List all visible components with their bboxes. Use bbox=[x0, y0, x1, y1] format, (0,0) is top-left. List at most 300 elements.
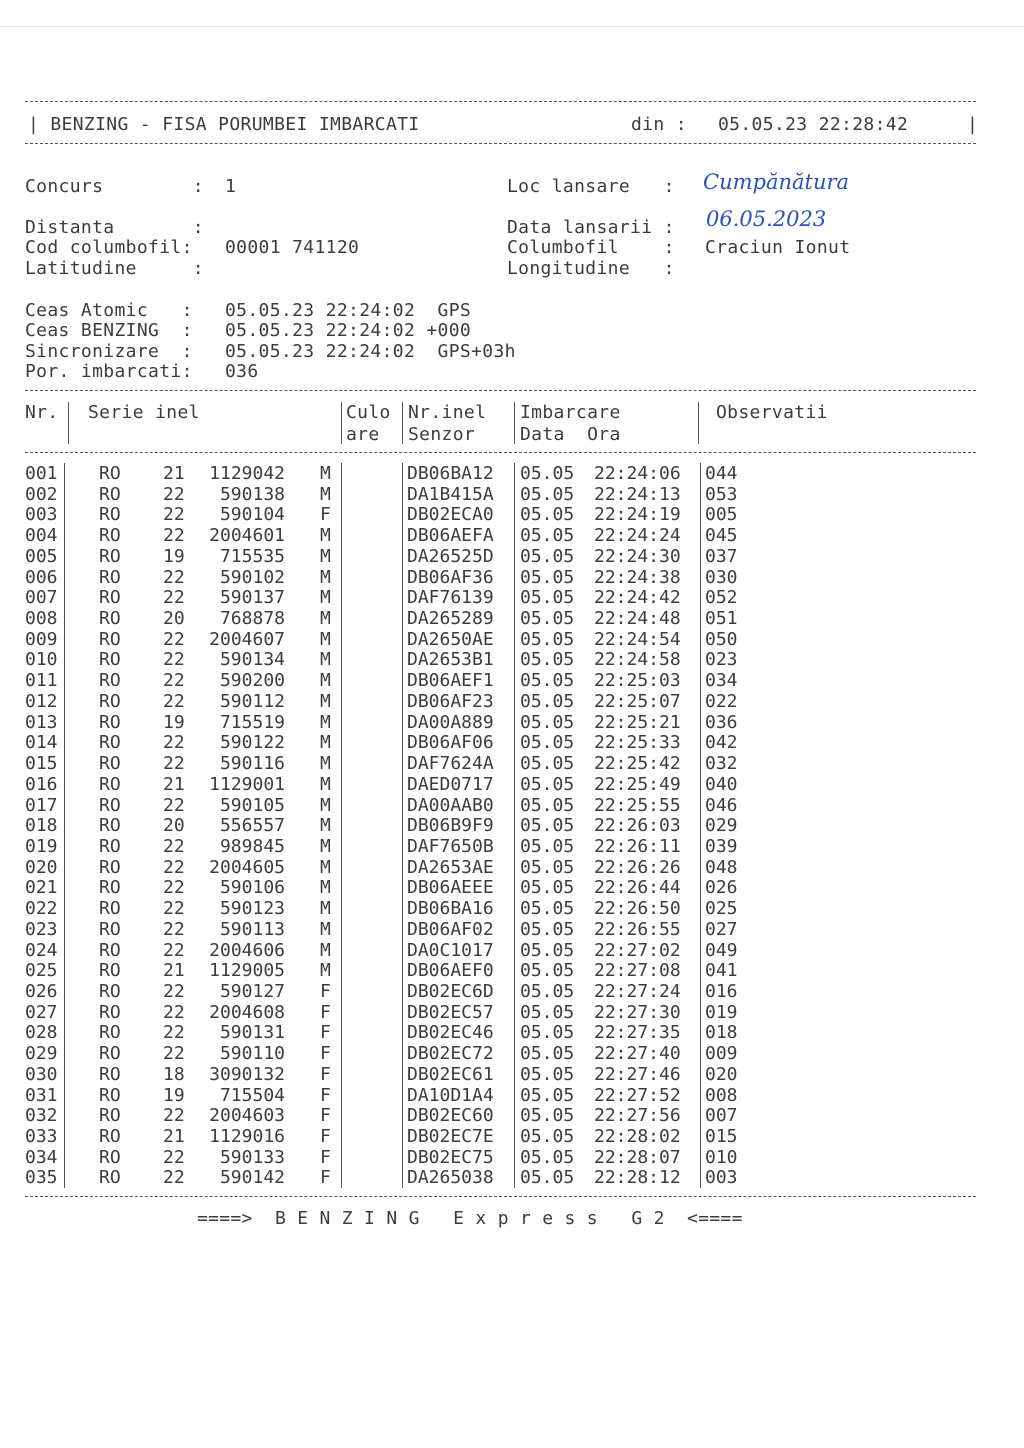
cell-ring-year: 19 bbox=[163, 711, 185, 733]
cell-embark-time: 22:27:40 bbox=[594, 1043, 681, 1065]
header-end-bar: | bbox=[967, 114, 979, 135]
cell-embark-time: 22:24:19 bbox=[594, 504, 681, 526]
cell-row-number: 019 bbox=[25, 835, 58, 857]
table-row bbox=[0, 609, 1024, 630]
cell-ring-country: RO bbox=[99, 463, 121, 484]
column-separator bbox=[341, 463, 342, 1188]
cell-ring-country: RO bbox=[99, 711, 121, 733]
cell-embark-time: 22:27:30 bbox=[594, 1001, 681, 1023]
cell-ring-number: 590106 bbox=[219, 877, 285, 899]
cell-embark-date: 05.05 bbox=[520, 483, 575, 505]
cell-ring-country: RO bbox=[99, 1084, 121, 1106]
cell-ring-number: 556557 bbox=[219, 815, 285, 837]
cell-ring-year: 22 bbox=[163, 835, 185, 857]
cell-sex: M bbox=[320, 773, 331, 795]
cell-ring-number: 590137 bbox=[219, 587, 285, 609]
cell-observation: 048 bbox=[705, 856, 738, 878]
cell-embark-date: 05.05 bbox=[520, 1043, 575, 1065]
cell-ring-number: 989845 bbox=[219, 835, 285, 857]
cell-embark-time: 22:27:56 bbox=[594, 1105, 681, 1127]
cell-observation: 041 bbox=[705, 960, 738, 982]
header-bottom-rule bbox=[25, 143, 976, 144]
cell-sensor-ring-id: DA265289 bbox=[407, 608, 494, 630]
cell-sex: F bbox=[320, 504, 331, 526]
cell-ring-country: RO bbox=[99, 1001, 121, 1023]
cell-row-number: 025 bbox=[25, 960, 58, 982]
cell-ring-number: 715535 bbox=[219, 545, 285, 567]
cell-embark-date: 05.05 bbox=[520, 504, 575, 526]
cell-row-number: 028 bbox=[25, 1022, 58, 1044]
cell-ring-year: 22 bbox=[163, 1001, 185, 1023]
cell-observation: 034 bbox=[705, 670, 738, 692]
cell-observation: 049 bbox=[705, 939, 738, 961]
sincronizare-label: Sincronizare : bbox=[25, 341, 193, 362]
cell-embark-time: 22:24:13 bbox=[594, 483, 681, 505]
col-header-serie-inel: Serie inel bbox=[88, 402, 200, 423]
cell-row-number: 016 bbox=[25, 773, 58, 795]
cell-ring-number: 2004606 bbox=[209, 939, 285, 961]
cell-embark-date: 05.05 bbox=[520, 1146, 575, 1168]
table-row bbox=[0, 941, 1024, 962]
cell-observation: 020 bbox=[705, 1063, 738, 1085]
print-date-value: 05.05.23 22:28:42 bbox=[718, 114, 909, 135]
cell-sensor-ring-id: DB06AEF1 bbox=[407, 670, 494, 692]
cell-embark-time: 22:24:48 bbox=[594, 608, 681, 630]
cell-ring-country: RO bbox=[99, 981, 121, 1002]
cell-sex: M bbox=[320, 815, 331, 837]
cell-observation: 010 bbox=[705, 1146, 738, 1168]
cell-sex: M bbox=[320, 835, 331, 857]
cell-sex: M bbox=[320, 587, 331, 609]
cell-ring-year: 21 bbox=[163, 773, 185, 795]
cell-observation: 042 bbox=[705, 732, 738, 754]
cell-sensor-ring-id: DB06AEF0 bbox=[407, 960, 494, 982]
report-title: | BENZING - FISA PORUMBEI IMBARCATI bbox=[28, 114, 420, 135]
cell-sex: F bbox=[320, 1043, 331, 1065]
table-row bbox=[0, 878, 1024, 899]
cell-ring-number: 590127 bbox=[219, 981, 285, 1002]
cell-sex: F bbox=[320, 981, 331, 1002]
data-lansarii-label: Data lansarii : bbox=[507, 217, 675, 238]
cell-sensor-ring-id: DB06AF36 bbox=[407, 566, 494, 588]
por-imbarcati-value: 036 bbox=[225, 361, 259, 382]
concurs-value: 1 bbox=[225, 176, 237, 197]
cell-ring-number: 2004601 bbox=[209, 525, 285, 547]
cell-embark-time: 22:25:03 bbox=[594, 670, 681, 692]
cell-ring-year: 22 bbox=[163, 1167, 185, 1189]
cell-embark-date: 05.05 bbox=[520, 670, 575, 692]
cell-ring-country: RO bbox=[99, 773, 121, 795]
cell-ring-number: 590133 bbox=[219, 1146, 285, 1168]
cell-sensor-ring-id: DB02EC61 bbox=[407, 1063, 494, 1085]
cell-embark-date: 05.05 bbox=[520, 877, 575, 899]
cell-observation: 025 bbox=[705, 898, 738, 920]
table-row bbox=[0, 1065, 1024, 1086]
cell-embark-time: 22:28:02 bbox=[594, 1126, 681, 1148]
cell-row-number: 013 bbox=[25, 711, 58, 733]
cell-ring-year: 22 bbox=[163, 856, 185, 878]
cell-sensor-ring-id: DA0C1017 bbox=[407, 939, 494, 961]
cell-observation: 023 bbox=[705, 649, 738, 671]
cell-ring-year: 22 bbox=[163, 918, 185, 940]
cell-embark-date: 05.05 bbox=[520, 1001, 575, 1023]
cell-ring-year: 22 bbox=[163, 939, 185, 961]
por-imbarcati-label: Por. imbarcati: bbox=[25, 361, 193, 382]
table-row bbox=[0, 671, 1024, 692]
cell-sensor-ring-id: DA26525D bbox=[407, 545, 494, 567]
cell-embark-time: 22:24:54 bbox=[594, 628, 681, 650]
cell-ring-year: 22 bbox=[163, 1146, 185, 1168]
table-row bbox=[0, 858, 1024, 879]
cell-embark-time: 22:27:24 bbox=[594, 981, 681, 1002]
cell-ring-country: RO bbox=[99, 753, 121, 775]
cell-ring-number: 1129005 bbox=[209, 960, 285, 982]
cell-sensor-ring-id: DA2650AE bbox=[407, 628, 494, 650]
table-row bbox=[0, 1106, 1024, 1127]
cell-embark-date: 05.05 bbox=[520, 939, 575, 961]
cell-ring-number: 590138 bbox=[219, 483, 285, 505]
cell-embark-date: 05.05 bbox=[520, 711, 575, 733]
cell-row-number: 030 bbox=[25, 1063, 58, 1085]
loc-lansare-label: Loc lansare : bbox=[507, 176, 675, 197]
cell-ring-number: 1129042 bbox=[209, 463, 285, 484]
cell-ring-number: 590112 bbox=[219, 690, 285, 712]
cell-sex: M bbox=[320, 525, 331, 547]
cell-embark-date: 05.05 bbox=[520, 732, 575, 754]
cell-sensor-ring-id: DB06BA12 bbox=[407, 463, 494, 484]
cell-ring-number: 590116 bbox=[219, 753, 285, 775]
cell-sensor-ring-id: DA00A889 bbox=[407, 711, 494, 733]
cell-sensor-ring-id: DB02EC60 bbox=[407, 1105, 494, 1127]
cell-row-number: 005 bbox=[25, 545, 58, 567]
cell-embark-time: 22:26:03 bbox=[594, 815, 681, 837]
cell-ring-country: RO bbox=[99, 877, 121, 899]
ceas-benzing-label: Ceas BENZING : bbox=[25, 320, 193, 341]
table-row bbox=[0, 1023, 1024, 1044]
table-row bbox=[0, 1003, 1024, 1024]
cell-ring-country: RO bbox=[99, 1022, 121, 1044]
cell-embark-date: 05.05 bbox=[520, 960, 575, 982]
cell-observation: 053 bbox=[705, 483, 738, 505]
cell-ring-country: RO bbox=[99, 794, 121, 816]
cell-row-number: 004 bbox=[25, 525, 58, 547]
cell-ring-year: 20 bbox=[163, 815, 185, 837]
cell-observation: 051 bbox=[705, 608, 738, 630]
cell-sex: M bbox=[320, 545, 331, 567]
cell-ring-year: 22 bbox=[163, 1105, 185, 1127]
col-header-culoare-2: are bbox=[346, 424, 380, 445]
cell-sensor-ring-id: DA2653B1 bbox=[407, 649, 494, 671]
cell-sex: M bbox=[320, 960, 331, 982]
cell-observation: 030 bbox=[705, 566, 738, 588]
cell-ring-number: 590134 bbox=[219, 649, 285, 671]
cell-embark-time: 22:28:07 bbox=[594, 1146, 681, 1168]
header-top-rule bbox=[25, 101, 976, 102]
cell-sex: F bbox=[320, 1167, 331, 1189]
header-separator bbox=[68, 402, 69, 444]
cell-observation: 037 bbox=[705, 545, 738, 567]
table-row bbox=[0, 692, 1024, 713]
cell-observation: 027 bbox=[705, 918, 738, 940]
cell-row-number: 031 bbox=[25, 1084, 58, 1106]
cell-ring-year: 21 bbox=[163, 1126, 185, 1148]
column-separator bbox=[64, 463, 65, 1188]
cell-embark-date: 05.05 bbox=[520, 815, 575, 837]
header-separator bbox=[402, 402, 403, 444]
cell-embark-time: 22:24:24 bbox=[594, 525, 681, 547]
concurs-label: Concurs : bbox=[25, 176, 204, 197]
cell-ring-year: 22 bbox=[163, 898, 185, 920]
cell-observation: 046 bbox=[705, 794, 738, 816]
cell-ring-country: RO bbox=[99, 649, 121, 671]
cell-observation: 036 bbox=[705, 711, 738, 733]
cell-sex: M bbox=[320, 918, 331, 940]
cell-sensor-ring-id: DA1B415A bbox=[407, 483, 494, 505]
cell-embark-time: 22:24:30 bbox=[594, 545, 681, 567]
col-header-data-ora: Data Ora bbox=[520, 424, 621, 445]
cell-sensor-ring-id: DAF7650B bbox=[407, 835, 494, 857]
cell-sensor-ring-id: DA10D1A4 bbox=[407, 1084, 494, 1106]
cell-row-number: 007 bbox=[25, 587, 58, 609]
cell-embark-time: 22:24:06 bbox=[594, 463, 681, 484]
cell-embark-time: 22:24:38 bbox=[594, 566, 681, 588]
cell-sensor-ring-id: DB02EC72 bbox=[407, 1043, 494, 1065]
cell-ring-country: RO bbox=[99, 835, 121, 857]
cell-ring-year: 19 bbox=[163, 545, 185, 567]
cell-ring-country: RO bbox=[99, 898, 121, 920]
cell-row-number: 002 bbox=[25, 483, 58, 505]
cell-observation: 015 bbox=[705, 1126, 738, 1148]
cell-sex: M bbox=[320, 463, 331, 484]
cell-sex: F bbox=[320, 1126, 331, 1148]
cell-observation: 029 bbox=[705, 815, 738, 837]
cell-embark-date: 05.05 bbox=[520, 628, 575, 650]
cell-row-number: 012 bbox=[25, 690, 58, 712]
latitudine-label: Latitudine : bbox=[25, 258, 204, 279]
columbofil-label: Columbofil : bbox=[507, 237, 675, 258]
cell-ring-country: RO bbox=[99, 587, 121, 609]
cell-embark-date: 05.05 bbox=[520, 1167, 575, 1189]
cell-embark-time: 22:26:11 bbox=[594, 835, 681, 857]
cell-sex: F bbox=[320, 1022, 331, 1044]
cell-sensor-ring-id: DB06AF23 bbox=[407, 690, 494, 712]
data-lansarii-handwritten: 06.05.2023 bbox=[706, 207, 827, 231]
table-row bbox=[0, 1148, 1024, 1169]
cell-ring-number: 768878 bbox=[219, 608, 285, 630]
table-row bbox=[0, 505, 1024, 526]
cell-observation: 040 bbox=[705, 773, 738, 795]
cell-ring-year: 22 bbox=[163, 525, 185, 547]
cell-ring-year: 21 bbox=[163, 960, 185, 982]
cell-observation: 018 bbox=[705, 1022, 738, 1044]
cell-sensor-ring-id: DB06B9F9 bbox=[407, 815, 494, 837]
cell-embark-date: 05.05 bbox=[520, 773, 575, 795]
columbofil-value: Craciun Ionut bbox=[705, 237, 851, 258]
cell-sex: M bbox=[320, 732, 331, 754]
cell-row-number: 009 bbox=[25, 628, 58, 650]
column-separator bbox=[700, 463, 701, 1188]
cell-embark-date: 05.05 bbox=[520, 463, 575, 484]
cell-sensor-ring-id: DB02EC6D bbox=[407, 981, 494, 1002]
cell-sensor-ring-id: DB02ECA0 bbox=[407, 504, 494, 526]
cell-embark-time: 22:27:08 bbox=[594, 960, 681, 982]
cell-embark-date: 05.05 bbox=[520, 525, 575, 547]
cell-ring-number: 590102 bbox=[219, 566, 285, 588]
cell-embark-time: 22:26:44 bbox=[594, 877, 681, 899]
cell-row-number: 011 bbox=[25, 670, 58, 692]
cell-sensor-ring-id: DA2653AE bbox=[407, 856, 494, 878]
cell-ring-country: RO bbox=[99, 1146, 121, 1168]
header-separator bbox=[514, 402, 515, 444]
cell-ring-year: 22 bbox=[163, 981, 185, 1002]
cell-sensor-ring-id: DB02EC75 bbox=[407, 1146, 494, 1168]
cell-ring-number: 2004608 bbox=[209, 1001, 285, 1023]
cell-embark-time: 22:28:12 bbox=[594, 1167, 681, 1189]
cell-observation: 016 bbox=[705, 981, 738, 1002]
cell-embark-date: 05.05 bbox=[520, 608, 575, 630]
cell-row-number: 032 bbox=[25, 1105, 58, 1127]
cell-ring-country: RO bbox=[99, 483, 121, 505]
cell-ring-year: 22 bbox=[163, 504, 185, 526]
cell-row-number: 029 bbox=[25, 1043, 58, 1065]
cell-ring-country: RO bbox=[99, 1126, 121, 1148]
cell-sex: M bbox=[320, 711, 331, 733]
table-row bbox=[0, 733, 1024, 754]
table-row bbox=[0, 796, 1024, 817]
print-date-label: din : bbox=[631, 114, 687, 135]
cell-embark-date: 05.05 bbox=[520, 545, 575, 567]
ceas-atomic-label: Ceas Atomic : bbox=[25, 300, 193, 321]
cell-row-number: 008 bbox=[25, 608, 58, 630]
cell-row-number: 035 bbox=[25, 1167, 58, 1189]
cell-row-number: 020 bbox=[25, 856, 58, 878]
cell-embark-date: 05.05 bbox=[520, 587, 575, 609]
cell-observation: 045 bbox=[705, 525, 738, 547]
cell-ring-number: 1129016 bbox=[209, 1126, 285, 1148]
cell-embark-date: 05.05 bbox=[520, 1105, 575, 1127]
cell-embark-date: 05.05 bbox=[520, 1022, 575, 1044]
cell-row-number: 014 bbox=[25, 732, 58, 754]
cell-row-number: 034 bbox=[25, 1146, 58, 1168]
cod-columbofil-value: 00001 741120 bbox=[225, 237, 360, 258]
cell-ring-year: 22 bbox=[163, 483, 185, 505]
table-row bbox=[0, 754, 1024, 775]
cell-embark-date: 05.05 bbox=[520, 566, 575, 588]
cell-embark-time: 22:27:02 bbox=[594, 939, 681, 961]
cell-sex: M bbox=[320, 690, 331, 712]
cell-ring-country: RO bbox=[99, 1167, 121, 1189]
cell-ring-country: RO bbox=[99, 815, 121, 837]
cell-ring-year: 21 bbox=[163, 463, 185, 484]
cell-observation: 032 bbox=[705, 753, 738, 775]
distanta-label: Distanta : bbox=[25, 217, 204, 238]
loc-lansare-handwritten: Cumpănătura bbox=[703, 170, 850, 194]
cell-sensor-ring-id: DAF76139 bbox=[407, 587, 494, 609]
cell-sensor-ring-id: DB02EC46 bbox=[407, 1022, 494, 1044]
cell-ring-number: 1129001 bbox=[209, 773, 285, 795]
table-row bbox=[0, 1086, 1024, 1107]
cell-row-number: 021 bbox=[25, 877, 58, 899]
cell-observation: 050 bbox=[705, 628, 738, 650]
cell-observation: 026 bbox=[705, 877, 738, 899]
cell-ring-number: 590142 bbox=[219, 1167, 285, 1189]
sincronizare-value: 05.05.23 22:24:02 GPS+03h bbox=[225, 341, 516, 362]
cell-row-number: 010 bbox=[25, 649, 58, 671]
cell-embark-time: 22:24:58 bbox=[594, 649, 681, 671]
cell-ring-country: RO bbox=[99, 504, 121, 526]
table-row bbox=[0, 816, 1024, 837]
cell-ring-year: 22 bbox=[163, 628, 185, 650]
cell-embark-time: 22:25:33 bbox=[594, 732, 681, 754]
cell-ring-country: RO bbox=[99, 690, 121, 712]
table-row bbox=[0, 899, 1024, 920]
table-row bbox=[0, 920, 1024, 941]
cod-columbofil-label: Cod columbofil: bbox=[25, 237, 193, 258]
cell-ring-country: RO bbox=[99, 608, 121, 630]
cell-ring-country: RO bbox=[99, 1063, 121, 1085]
cell-ring-number: 590200 bbox=[219, 670, 285, 692]
cell-ring-year: 20 bbox=[163, 608, 185, 630]
cell-row-number: 018 bbox=[25, 815, 58, 837]
cell-embark-time: 22:26:50 bbox=[594, 898, 681, 920]
cell-ring-number: 2004607 bbox=[209, 628, 285, 650]
cell-sensor-ring-id: DB06AF06 bbox=[407, 732, 494, 754]
ceas-benzing-value: 05.05.23 22:24:02 +000 bbox=[225, 320, 472, 341]
ceas-atomic-value: 05.05.23 22:24:02 GPS bbox=[225, 300, 472, 321]
cell-observation: 022 bbox=[705, 690, 738, 712]
cell-sex: M bbox=[320, 939, 331, 961]
cell-sex: F bbox=[320, 1146, 331, 1168]
cell-ring-number: 2004605 bbox=[209, 856, 285, 878]
cell-observation: 052 bbox=[705, 587, 738, 609]
col-header-nr-inel: Nr.inel bbox=[408, 402, 487, 423]
cell-ring-year: 18 bbox=[163, 1063, 185, 1085]
table-row bbox=[0, 568, 1024, 589]
cell-ring-country: RO bbox=[99, 545, 121, 567]
cell-sex: M bbox=[320, 649, 331, 671]
cell-observation: 005 bbox=[705, 504, 738, 526]
cell-sex: F bbox=[320, 1105, 331, 1127]
cell-embark-date: 05.05 bbox=[520, 1126, 575, 1148]
cell-sex: M bbox=[320, 628, 331, 650]
cell-observation: 007 bbox=[705, 1105, 738, 1127]
table-header-bottom-rule bbox=[25, 452, 976, 453]
cell-ring-year: 22 bbox=[163, 649, 185, 671]
cell-ring-country: RO bbox=[99, 566, 121, 588]
cell-sex: M bbox=[320, 608, 331, 630]
cell-ring-country: RO bbox=[99, 918, 121, 940]
cell-sensor-ring-id: DA265038 bbox=[407, 1167, 494, 1189]
table-row bbox=[0, 713, 1024, 734]
cell-ring-number: 3090132 bbox=[209, 1063, 285, 1085]
cell-embark-date: 05.05 bbox=[520, 794, 575, 816]
cell-sensor-ring-id: DA00AAB0 bbox=[407, 794, 494, 816]
cell-embark-time: 22:25:42 bbox=[594, 753, 681, 775]
cell-row-number: 006 bbox=[25, 566, 58, 588]
cell-embark-time: 22:25:55 bbox=[594, 794, 681, 816]
cell-sensor-ring-id: DB06AF02 bbox=[407, 918, 494, 940]
cell-ring-year: 22 bbox=[163, 690, 185, 712]
cell-ring-country: RO bbox=[99, 960, 121, 982]
cell-row-number: 017 bbox=[25, 794, 58, 816]
table-row bbox=[0, 1044, 1024, 1065]
cell-sensor-ring-id: DB06AEEE bbox=[407, 877, 494, 899]
cell-ring-country: RO bbox=[99, 670, 121, 692]
cell-sensor-ring-id: DB02EC57 bbox=[407, 1001, 494, 1023]
col-header-observatii: Observatii bbox=[716, 402, 828, 423]
page-top-edge bbox=[0, 26, 1024, 27]
cell-embark-date: 05.05 bbox=[520, 753, 575, 775]
